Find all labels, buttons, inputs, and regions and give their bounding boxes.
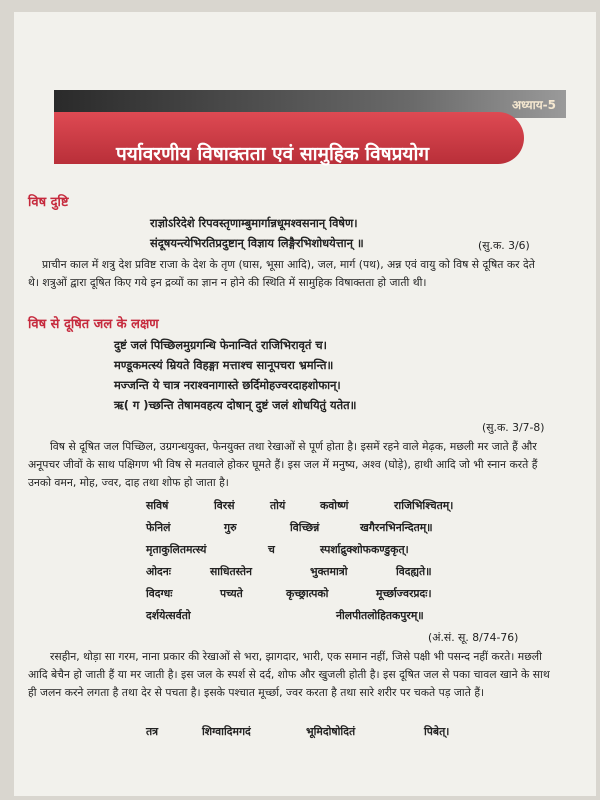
verse-word: मूर्च्छाज्वरप्रदः। (376, 587, 432, 600)
verse-word: भुक्तमात्रो (310, 565, 348, 578)
verse-word: कवोष्णं (320, 499, 349, 512)
verse-line: मण्डूकमत्स्यं म्रियते विहङ्गा मत्ताश्च सानूपचरा भ्रमन्ति॥ (114, 358, 334, 372)
verse-word: गुरु (224, 521, 237, 534)
chapter-label: अध्याय-5 (511, 98, 556, 112)
verse-word: साधितस्तेन (210, 565, 253, 578)
verse-line: दुष्टं जलं पिच्छिलमुग्रगन्धि फेनान्वितं राजिभिरावृतं च। (114, 338, 327, 352)
verse-word: दर्शयेत्सर्वतो (146, 609, 191, 622)
verse-word: विदह्यते॥ (396, 565, 432, 578)
verse-word: खगैरनभिनन्दितम्॥ (360, 521, 433, 534)
verse-word: नीलपीतलोहितकपुरम्॥ (336, 609, 424, 622)
verse-word: ओदनः (146, 565, 171, 578)
verse-word: पिबेत्। (424, 725, 450, 738)
verse-word: तत्र (146, 725, 159, 738)
verse-word: फेनिलं (146, 521, 171, 534)
verse-word: विच्छिन्नं (290, 521, 320, 534)
verse-line: संदूषयन्त्येभिरतिप्रदुष्टान् विज्ञाय लिङ्गैरभिशोधयेत्तान् ॥ (150, 236, 364, 250)
verse-word: पच्यते (220, 587, 243, 600)
verse-reference: (सु.क. 3/7-8) (482, 421, 545, 434)
verse-word: मृताकुलितमत्स्यं (146, 543, 207, 556)
section-heading-vish-dushti: विष दुष्टि (28, 195, 69, 210)
verse-word: शिग्वादिमगदं (202, 725, 251, 738)
verse-line: ऋ( ग )च्छन्ति तेषामवहत्य दोषान् दुष्टं जलं शोधयितुं यतेत॥ (114, 398, 357, 412)
chapter-banner (54, 90, 566, 172)
verse-word: विदग्धः (146, 587, 173, 600)
verse-word: विरसं (214, 499, 235, 512)
verse-reference: (सु.क. 3/6) (478, 239, 530, 252)
paragraph: रसहीन, थोड़ा सा गरम, नाना प्रकार की रेखाओं से भरा, झागदार, भारी, एक समान नहीं, जिसे पक्षी भी पसन्द नहीं करते। मछली आदि बेचैन हो जाती हैं या मर जाती है। इस जल के स्पर्श से दर्द, शोफ और खुजली होती है। इस दूषित जल से पका चावल खाने के साथ ही जलन करने लगता है तथा देर से पचता है। इसके पश्चात मूर्च्छा, ज्वर करता है तथा सारे शरीर पर चकते पड़ जाते हैं। (28, 650, 550, 699)
verse-word: च (268, 543, 275, 556)
verse-line: मज्जन्ति ये चात्र नराश्वनागास्ते छर्दिमोहज्वरदाहशोफान्। (114, 378, 341, 392)
verse-line: राज्ञोऽरिदेशे रिपवस्तृणाम्बुमार्गान्नधूमश्वसनान् विषेण। (150, 216, 358, 230)
verse-word: सविषं (146, 499, 169, 512)
verse-word: कृच्छ्रात्पको (286, 587, 329, 600)
verse-word: भूमिदोषोदितं (306, 725, 356, 738)
book-page (14, 12, 596, 796)
banner-title-bar (54, 112, 524, 164)
paragraph: विष से दूषित जल पिच्छिल, उग्रगन्धयुक्त, फेनयुक्त तथा रेखाओं से पूर्ण होता है। इसमें रहने वाले मेढ़क, मछली मर जाते हैं और अनूपचर जीवों के साथ पक्षिगण भी विष से मतवाले होकर घूमते हैं। इस जल में मनुष्य, अश्व (घोड़े), हाथी आदि जो भी स्नान करते हैं उनको वमन, मोह, ज्वर, दाह तथा शोफ हो जाता है। (28, 440, 538, 489)
verse-word: राजिभिश्चितम्। (394, 499, 454, 512)
paragraph: प्राचीन काल में शत्रु देश प्रविष्ट राजा के देश के तृण (घास, भूसा आदि), जल, मार्ग (पथ), अन्न एवं वायु को विष से दूषित कर देते थे। शत्रुओं द्वारा दूषित किए गये इन द्रव्यों का ज्ञान न होने की स्थिति में सामुहिक विषाक्तता हो जाती थी। (28, 258, 535, 289)
page-title: पर्यावरणीय विषाक्तता एवं सामुहिक विषप्रयोग (116, 143, 430, 165)
section-heading-contaminated-water: विष से दूषित जल के लक्षण (28, 317, 159, 332)
verse-word: तोयं (270, 499, 286, 512)
verse-word: स्पर्शाद्रुक्शोफकण्डुकृत्। (320, 543, 409, 556)
verse-reference: (अं.सं. सू. 8/74-76) (428, 631, 519, 644)
